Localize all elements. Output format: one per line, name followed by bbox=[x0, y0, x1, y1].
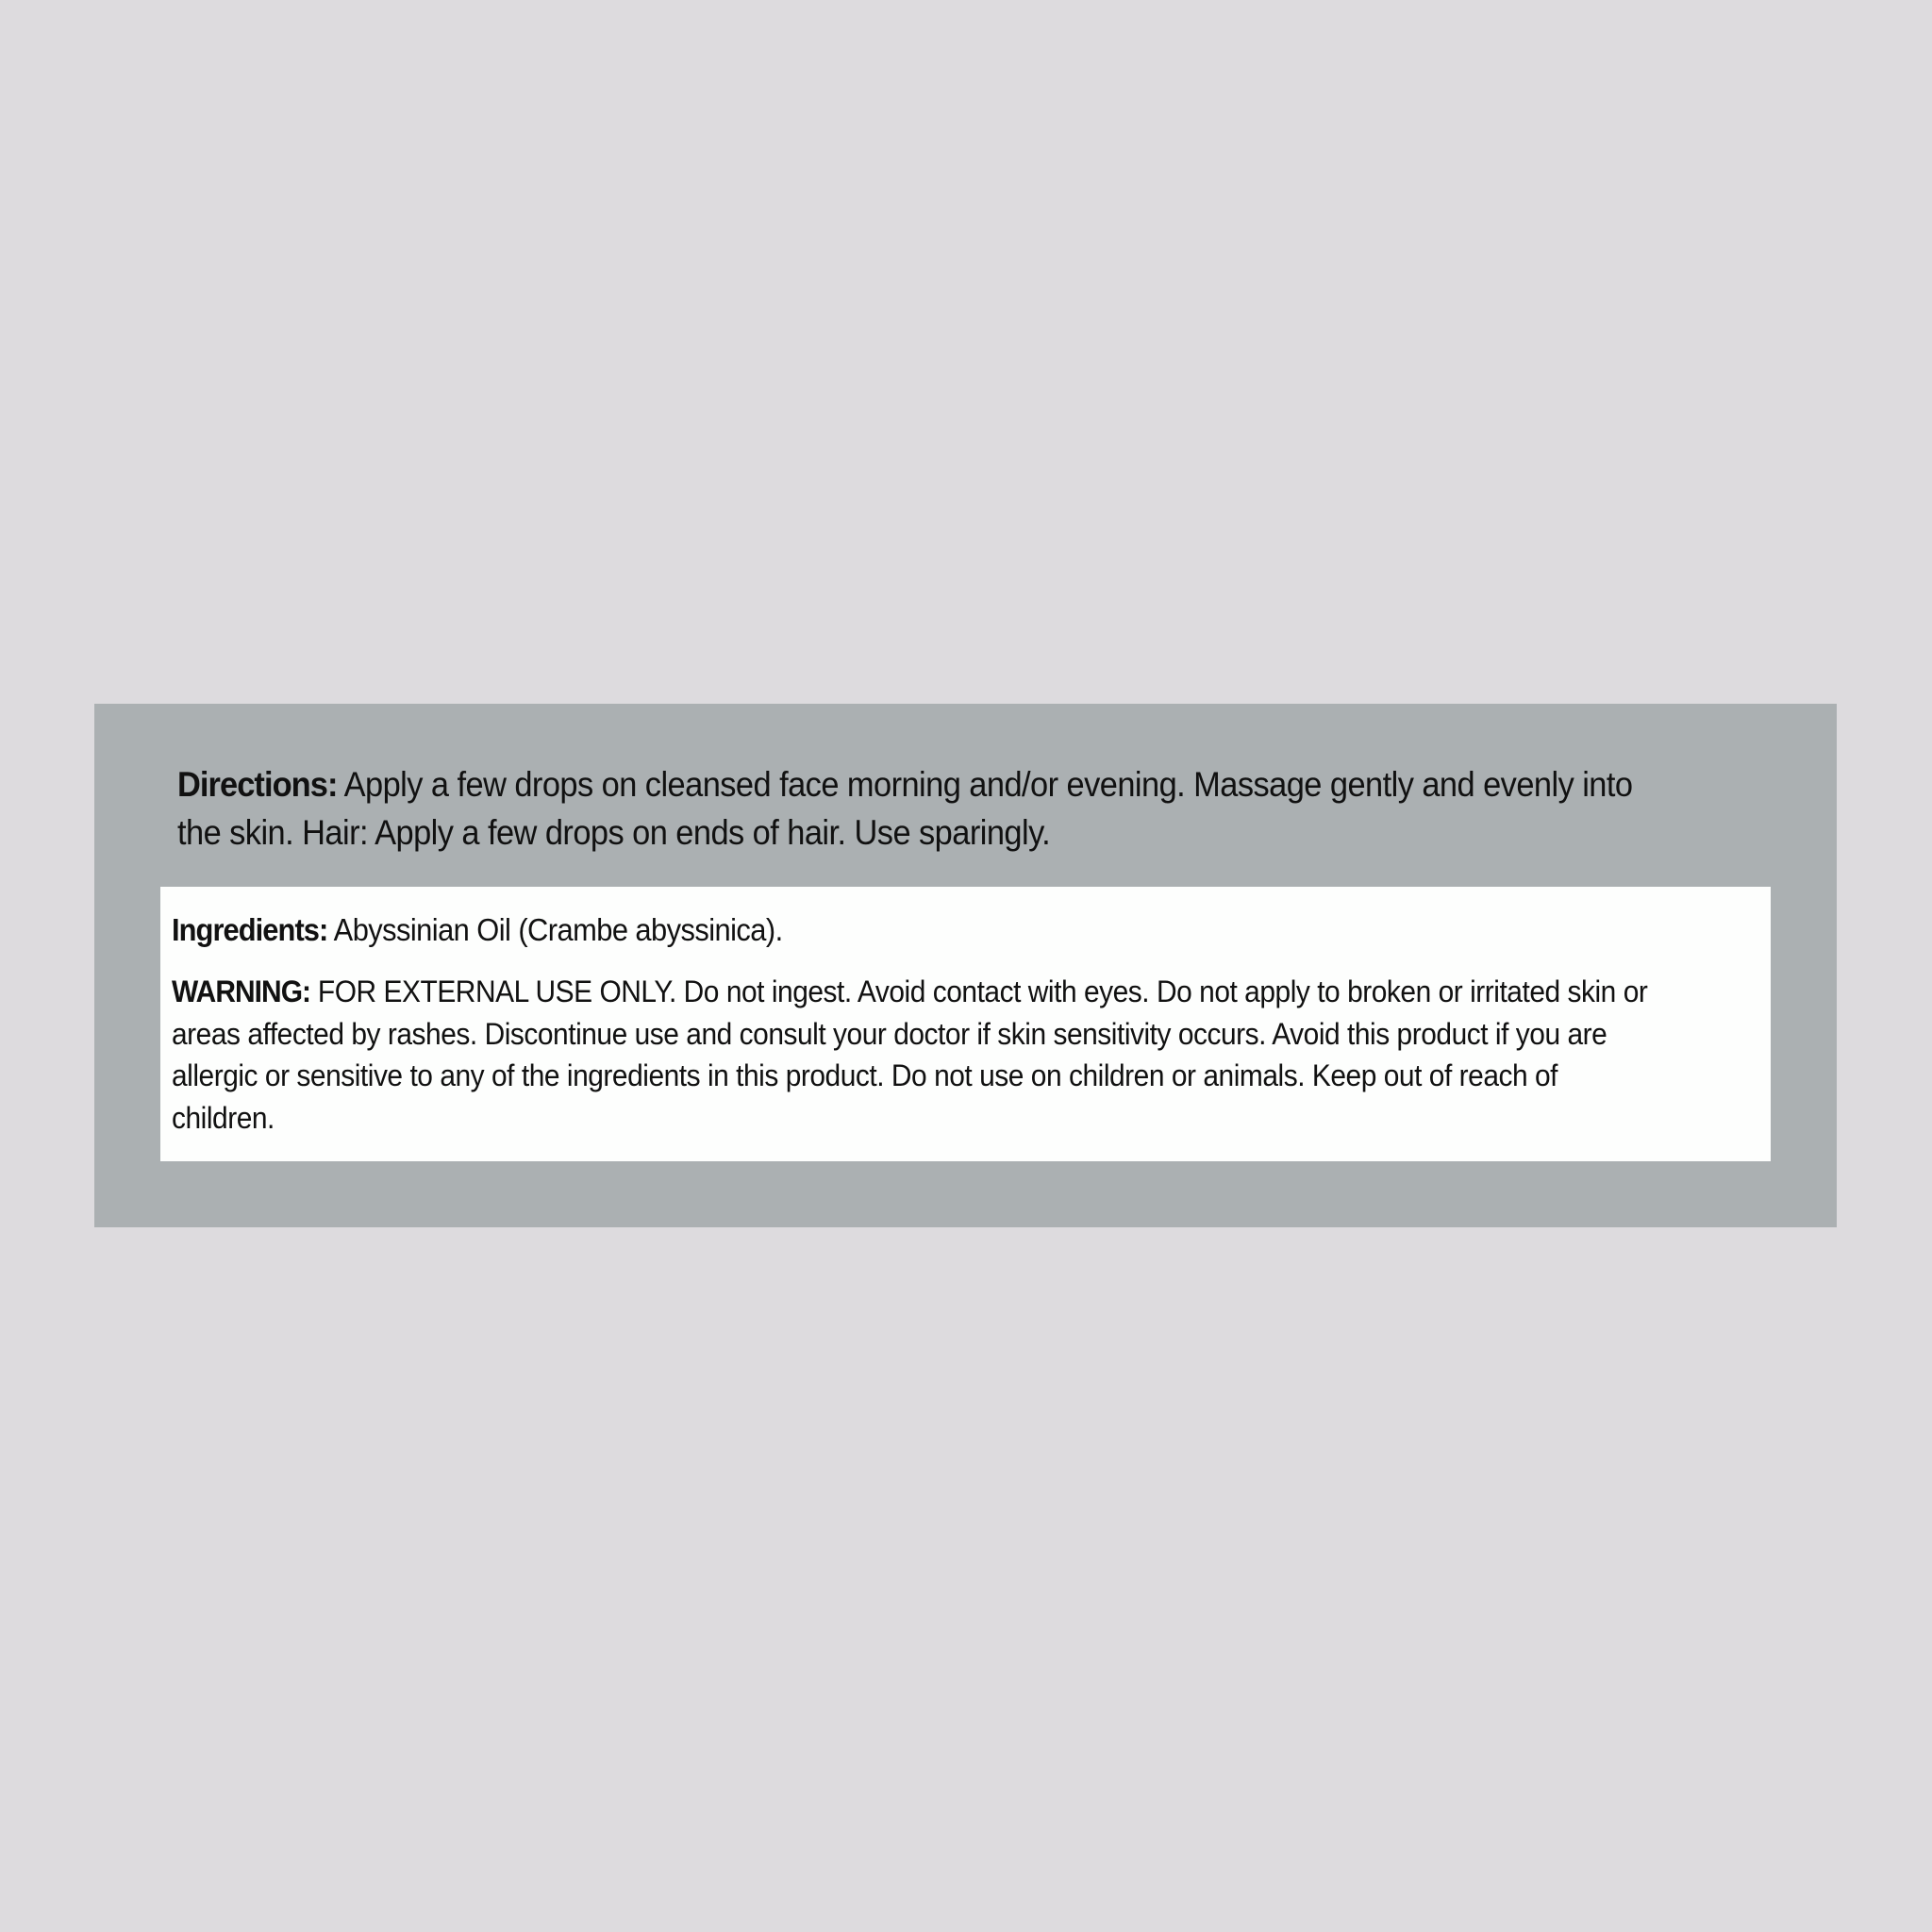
directions-line-1: Apply a few drops on cleansed face morning and/or evening. Massage gently and evenly into bbox=[343, 765, 1633, 804]
ingredients-label: Ingredients: bbox=[172, 912, 328, 947]
warning-line-1: FOR EXTERNAL USE ONLY. Do not ingest. Avoid contact with eyes. Do not apply to broken or irritated skin or bbox=[317, 974, 1648, 1008]
ingredients-section bbox=[172, 909, 1724, 951]
ingredients-text: Abyssinian Oil (Crambe abyssinica). bbox=[333, 912, 783, 947]
warning-line-2: areas affected by rashes. Discontinue use and consult your doctor if skin sensitivity occurs. Avoid this product if you are bbox=[172, 1016, 1607, 1051]
info-content bbox=[172, 909, 1724, 1139]
warning-line-3: allergic or sensitive to any of the ingredients in this product. Do not use on children or animals. Keep out of reach of bbox=[172, 1058, 1558, 1092]
directions-line-2: the skin. Hair: Apply a few drops on ends of hair. Use sparingly. bbox=[177, 813, 1051, 852]
warning-line-4: children. bbox=[172, 1100, 275, 1135]
label-panel bbox=[94, 704, 1837, 1227]
directions-label: Directions: bbox=[177, 765, 338, 804]
warning-section bbox=[172, 971, 1724, 1139]
warning-label: WARNING: bbox=[172, 974, 311, 1008]
directions-section bbox=[177, 760, 1669, 857]
ingredients-warning-box bbox=[160, 887, 1771, 1161]
